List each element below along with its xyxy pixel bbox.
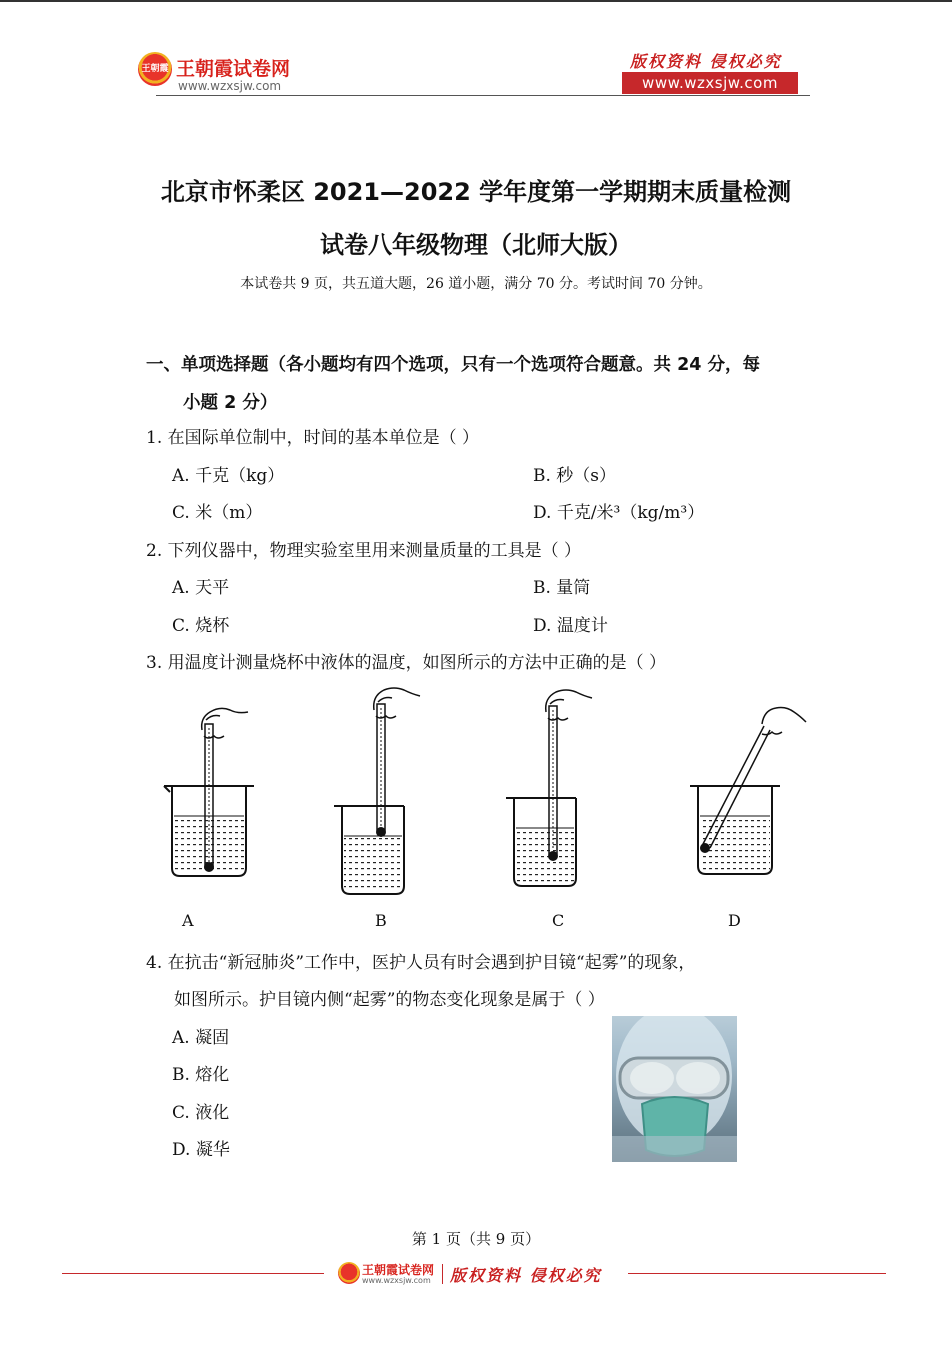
figure-label-a: A — [182, 911, 194, 930]
question-4-option-c: C. 液化 — [172, 1103, 230, 1123]
question-4-stem-line1: 4. 在抗击“新冠肺炎”工作中，医护人员有时会遇到护目镜“起雾”的现象， — [146, 953, 696, 973]
figure-label-d: D — [728, 911, 741, 930]
figure-d-beaker — [690, 708, 806, 875]
question-3-stem: 3. 用温度计测量烧杯中液体的温度，如图所示的方法中正确的是（ ） — [146, 653, 667, 673]
section-heading-line1: 一、单项选择题（各小题均有四个选项，只有一个选项符合题意。共 24 分，每 — [146, 355, 761, 375]
figure-label-c: C — [552, 911, 565, 930]
question-1-option-c: C. 米（m） — [172, 503, 263, 523]
thermometer-beaker-figure — [150, 680, 810, 900]
header-url-band — [622, 72, 798, 94]
exam-title-line1: 北京市怀柔区 2021—2022 学年度第一学期期末质量检测 — [160, 178, 792, 206]
exam-instructions: 本试卷共 9 页，共五道大题，26 道小题，满分 70 分。考试时间 70 分钟。 — [240, 276, 712, 292]
figure-label-b: B — [375, 911, 387, 930]
figure-c-beaker — [506, 690, 592, 886]
question-4-option-b: B. 熔化 — [172, 1065, 230, 1085]
question-1-option-a: A. 千克（kg） — [172, 466, 285, 486]
section-heading — [146, 346, 816, 422]
header-slogan: 版权资料 侵权必究 — [630, 52, 782, 71]
page-number: 第 1 页（共 9 页） — [411, 1230, 541, 1248]
figure-a-beaker — [164, 708, 254, 876]
footer-slogan: 版权资料 侵权必究 — [450, 1266, 602, 1285]
header-logo — [138, 52, 338, 94]
question-2-stem: 2. 下列仪器中，物理实验室里用来测量质量的工具是（ ） — [146, 541, 582, 561]
fogged-goggles-photo — [612, 1016, 737, 1162]
footer-logo-url: www.wzxsjw.com — [362, 1276, 431, 1285]
top-border — [0, 0, 952, 2]
header-rule — [156, 95, 810, 96]
question-2-option-d: D. 温度计 — [533, 616, 608, 636]
header-url: www.wzxsjw.com — [642, 74, 778, 92]
exam-title-line2: 试卷八年级物理（北师大版） — [320, 231, 632, 259]
question-4-option-a: A. 凝固 — [172, 1028, 230, 1048]
logo-name: 王朝霞试卷网 — [176, 58, 291, 80]
question-1-option-b: B. 秒（s） — [533, 466, 617, 486]
logo-seal-icon: 王朝霞 — [138, 52, 172, 86]
question-1-stem: 1. 在国际单位制中，时间的基本单位是（ ） — [146, 428, 480, 448]
question-1-option-d: D. 千克/米³（kg/m³） — [533, 503, 705, 523]
question-2-option-a: A. 天平 — [172, 578, 230, 598]
footer-logo-seal-icon — [338, 1262, 360, 1284]
footer-logo-name: 王朝霞试卷网 — [362, 1263, 435, 1277]
question-2-option-b: B. 量筒 — [533, 578, 591, 598]
logo-url: www.wzxsjw.com — [178, 79, 282, 93]
question-2-option-c: C. 烧杯 — [172, 616, 230, 636]
section-heading-line2: 小题 2 分） — [183, 393, 278, 413]
footer-rule-left — [62, 1273, 324, 1274]
footer-separator — [442, 1264, 443, 1284]
figure-b-beaker — [334, 688, 420, 894]
question-4-option-d: D. 凝华 — [172, 1140, 230, 1160]
footer-rule-right — [628, 1273, 886, 1274]
question-4-stem-line2: 如图所示。护目镜内侧“起雾”的物态变化现象是属于（ ） — [174, 990, 605, 1010]
